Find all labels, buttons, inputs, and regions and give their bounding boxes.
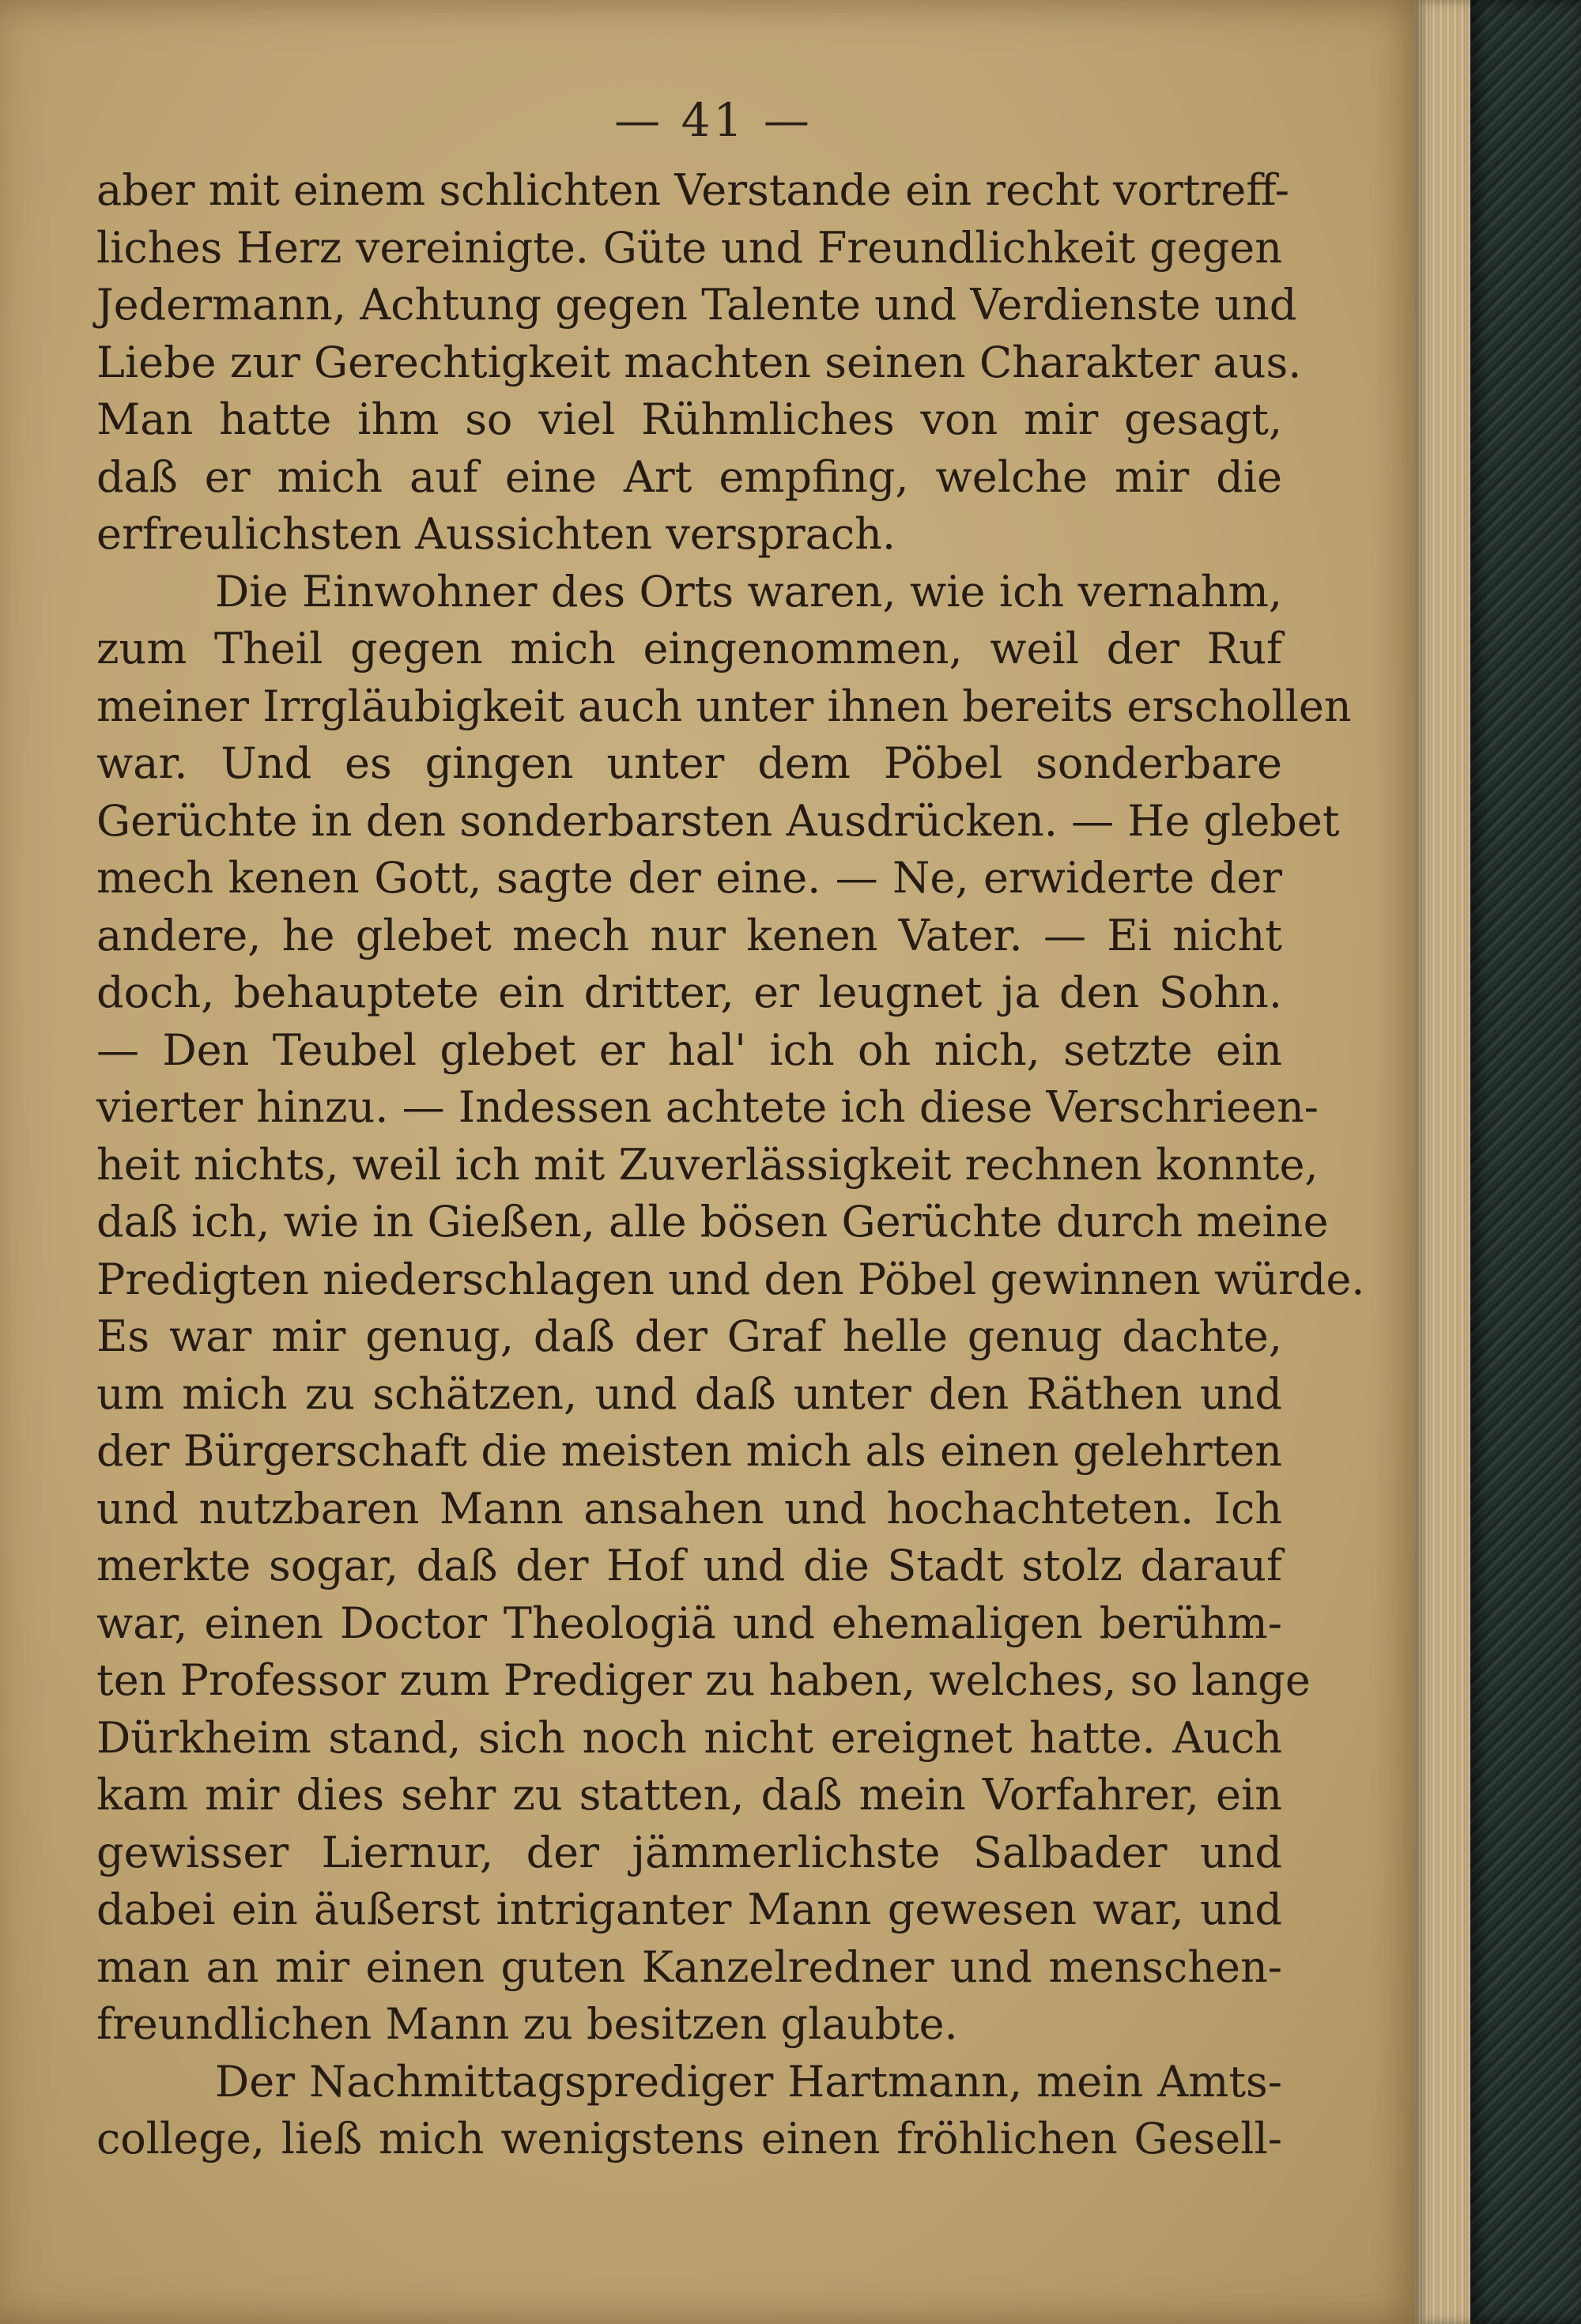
text-line: mech kenen Gott, sagte der eine. — Ne, erwiderte der [96, 853, 1282, 903]
text-line: meiner Irrgläubigkeit auch unter ihnen bereits erschollen [96, 681, 1352, 731]
text-line: war, einen Doctor Theologiä und ehemaligen berühm- [96, 1598, 1282, 1648]
text-line: merkte sogar, daß der Hof und die Stadt stolz darauf [96, 1541, 1282, 1590]
text-line: andere, he glebet mech nur kenen Vater. — Ei nicht [96, 910, 1282, 960]
text-line: kam mir dies sehr zu statten, daß mein Vorfahrer, ein [96, 1770, 1282, 1820]
text-line: Die Einwohner des Orts waren, wie ich vernahm, [215, 566, 1282, 617]
text-line: Liebe zur Gerechtigkeit machten seinen Charakter aus. [96, 337, 1302, 387]
text-line: Es war mir genug, daß der Graf helle genug dachte, [96, 1311, 1282, 1361]
text-line: doch, behauptete ein dritter, er leugnet ja den Sohn. [96, 968, 1282, 1017]
text-line: vierter hinzu. — Indessen achtete ich diese Verschrieen- [96, 1082, 1319, 1132]
text-line: und nutzbaren Mann ansahen und hochachteten. Ich [96, 1483, 1282, 1534]
text-line: Jedermann, Achtung gegen Talente und Verdienste und [96, 280, 1297, 330]
text-line: collegе, ließ mich wenigstens einen fröhlichen Gesell- [96, 2114, 1282, 2164]
text-line: daß ich, wie in Gießen, alle bösen Gerüchte durch meine [96, 1197, 1329, 1247]
book-cover [1470, 0, 1581, 2324]
page-number: — 41 — [614, 93, 813, 147]
text-line: der Bürgerschaft die meisten mich als einen gelehrten [96, 1426, 1282, 1476]
text-line: Gerüchte in den sonderbarsten Ausdrücken. — He glebet [96, 795, 1340, 846]
text-line: ten Professor zum Prediger zu haben, welches, so lange [96, 1655, 1311, 1705]
text-line: man an mir einen guten Kanzelredner und menschen- [96, 1941, 1282, 1992]
text-line: Dürkheim stand, sich noch nicht ereignet hatte. Auch [96, 1712, 1282, 1763]
text-line: war. Und es gingen unter dem Pöbel sonderbare [96, 738, 1282, 788]
text-line: aber mit einem schlichten Verstande ein recht vortreff- [96, 165, 1289, 215]
text-line: zum Theil gegen mich eingenommen, weil der Ruf [96, 624, 1282, 673]
text-line: liches Herz vereinigte. Güte und Freundlichkeit gegen [96, 222, 1282, 273]
text-line: erfreulichsten Aussichten versprach. [96, 509, 896, 559]
text-line: — Den Teubel glebet er hal' ich oh nich, setzte ein [96, 1024, 1282, 1075]
text-line: daß er mich auf eine Art empfing, welche mir die [96, 451, 1282, 502]
text-line: Der Nachmittagsprediger Hartmann, mein Amts- [215, 2056, 1282, 2107]
page-edges [1415, 0, 1470, 2324]
text-line: freundlichen Mann zu besitzen glaubte. [96, 1999, 958, 2049]
text-line: gewisser Liernur, der jämmerlichste Salbader und [96, 1827, 1282, 1877]
text-line: Predigten niederschlagen und den Pöbel gewinnen würde. [96, 1254, 1365, 1304]
text-line: Man hatte ihm so viel Rühmliches von mir gesagt, [96, 394, 1282, 444]
text-line: dabei ein äußerst intriganter Mann gewesen war, und [96, 1884, 1282, 1934]
text-line: heit nichts, weil ich mit Zuverlässigkeit rechnen konnte, [96, 1139, 1319, 1190]
body-text [96, 162, 1365, 2168]
text-line: um mich zu schätzen, und daß unter den Räthen und [96, 1368, 1282, 1419]
